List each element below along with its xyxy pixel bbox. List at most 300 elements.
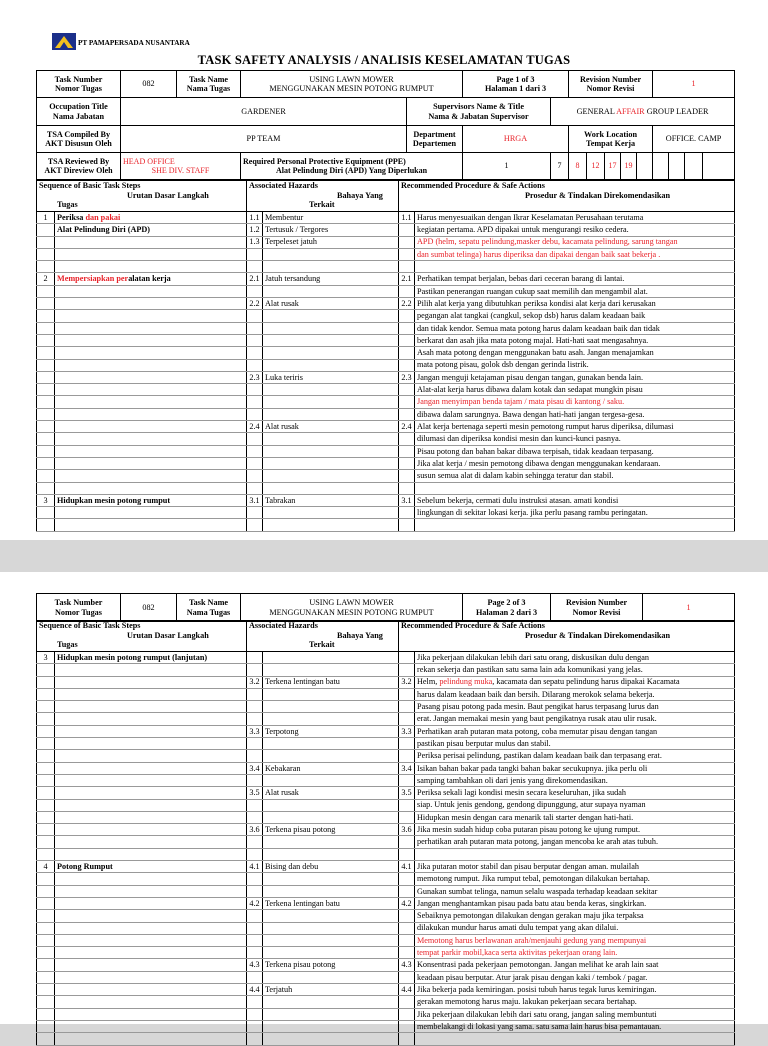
table-row — [37, 212, 735, 224]
step-number — [37, 922, 55, 934]
hazard-number — [247, 322, 263, 334]
hazard-number — [247, 384, 263, 396]
step-text — [55, 984, 247, 996]
ppe-code: 1 — [463, 153, 551, 180]
revision-value: 1 — [686, 602, 691, 612]
company-name: PT PAMAPERSADA NUSANTARA — [78, 39, 190, 47]
hazard-text: Bising dan debu — [263, 861, 399, 873]
procedure-number — [399, 885, 415, 897]
hazard-text — [263, 713, 399, 725]
step-text-segment: dan pakai — [85, 212, 121, 222]
hazard-number: 4.2 — [247, 897, 263, 909]
task-name-label: Task Name — [188, 598, 229, 607]
table-row — [37, 408, 735, 420]
procedure-number — [399, 457, 415, 469]
step-text — [55, 310, 247, 322]
step-text — [55, 713, 247, 725]
procedure-text — [415, 897, 735, 909]
table-row — [37, 897, 735, 909]
procedure-text — [415, 519, 735, 531]
ppe-code: 12 — [587, 153, 605, 180]
procedure-text-segment: kegiatan pertama. APD dipakai untuk mengurangi resiko cedera. — [417, 225, 629, 235]
step-text-segment: Mempersiapkan per — [57, 274, 129, 284]
procedure-text-segment: keadaan pisau berputar. Atur jarak pisau dengan kaki / tembok / pagar. — [417, 972, 648, 982]
procedure-number: 2.3 — [399, 371, 415, 383]
procedure-text — [415, 652, 735, 664]
hazard-number — [247, 1008, 263, 1020]
procedure-text-segment: Memotong harus berlawanan arah/menjauhi gedung yang mempunyai — [417, 935, 647, 945]
procedure-number: 3.2 — [399, 676, 415, 688]
step-text — [55, 224, 247, 236]
step-number — [37, 507, 55, 519]
hazard-text — [263, 1033, 399, 1045]
procedure-number — [399, 445, 415, 457]
procedure-number: 4.1 — [399, 861, 415, 873]
procedure-text-segment: perhatikan arah putaran mata potong, jangan mencoba ke arah atas tubuh. — [417, 837, 658, 847]
hazards-header-id: Bahaya Yang — [337, 630, 383, 640]
hazard-text: Terjatuh — [263, 984, 399, 996]
procedure-text-segment: dan tidak kendor. Semua mata potong harus dalam keadaan baik dan tidak — [417, 323, 660, 333]
procedure-text — [415, 959, 735, 971]
table-row — [37, 334, 735, 346]
step-text — [55, 396, 247, 408]
table-row — [37, 984, 735, 996]
step-number — [37, 934, 55, 946]
task-name-label-id: Nama Tugas — [186, 607, 231, 617]
table-row — [37, 725, 735, 737]
step-text — [55, 285, 247, 297]
step-text — [55, 676, 247, 688]
procedure-text-segment: pastikan pisau berputar mulus dan stabil. — [417, 738, 551, 748]
hazard-number — [247, 470, 263, 482]
procedure-text — [415, 433, 735, 445]
step-text-segment: Hidupkan mesin potong rumput (lanjutan) — [57, 652, 208, 662]
procedure-number: 2.2 — [399, 298, 415, 310]
hazard-text — [263, 396, 399, 408]
hazard-text — [263, 248, 399, 260]
procedure-number — [399, 922, 415, 934]
procedure-text — [415, 664, 735, 676]
procedure-number — [399, 236, 415, 248]
steps-header: Sequence of Basic Task Steps — [39, 621, 141, 630]
hazard-number: 3.5 — [247, 787, 263, 799]
hazard-number — [247, 359, 263, 371]
procedure-text — [415, 688, 735, 700]
procedure-number — [399, 848, 415, 860]
procedure-text — [415, 285, 735, 297]
hazards-header: Associated Hazards — [249, 621, 318, 630]
procedure-text-segment: Alat-alat kerja harus dibawa dalam kotak dan sedapat mungkin pisau — [417, 385, 643, 395]
hazard-text — [263, 738, 399, 750]
step-text — [55, 738, 247, 750]
table-row — [37, 799, 735, 811]
step-number — [37, 848, 55, 860]
procedure-text-segment: dilumasi dan diperiksa kondisi mesin dan kunci-kunci pasnya. — [417, 434, 621, 444]
table-row — [37, 457, 735, 469]
table-row — [37, 433, 735, 445]
reviewed-value-1: HEAD OFFICE — [123, 156, 175, 166]
table-row — [37, 922, 735, 934]
step-text — [55, 652, 247, 664]
step-text — [55, 421, 247, 433]
procedure-number — [399, 1033, 415, 1045]
procedure-text — [415, 384, 735, 396]
procedure-text — [415, 236, 735, 248]
hazard-number: 3.2 — [247, 676, 263, 688]
step-text — [55, 762, 247, 774]
step-number — [37, 959, 55, 971]
procedure-number: 3.4 — [399, 762, 415, 774]
procedure-text — [415, 947, 735, 959]
step-text — [55, 873, 247, 885]
procedure-number — [399, 664, 415, 676]
table-row — [37, 713, 735, 725]
procedure-number — [399, 738, 415, 750]
step-text — [55, 457, 247, 469]
page-indicator: Page 1 of 3 — [496, 74, 535, 84]
task-name-label-id: Nama Tugas — [186, 84, 231, 93]
occupation-label-id: Nama Jabatan — [52, 111, 105, 121]
procedure-text-segment: Jangan menyimpan benda tajam / mata pisau di kantong / saku. — [417, 397, 625, 407]
procedure-text — [415, 457, 735, 469]
hazard-text: Terpeleset jatuh — [263, 236, 399, 248]
step-number — [37, 261, 55, 273]
hazard-text — [263, 701, 399, 713]
step-number — [37, 248, 55, 260]
hazard-text — [263, 934, 399, 946]
step-number — [37, 359, 55, 371]
hazards-header-id2: Terkait — [309, 200, 335, 209]
step-number — [37, 984, 55, 996]
hazard-number — [247, 310, 263, 322]
table-row — [37, 1008, 735, 1020]
step-number — [37, 897, 55, 909]
hazard-text — [263, 774, 399, 786]
procedures-header: Recommended Procedure & Safe Actions — [401, 181, 545, 190]
procedure-text-segment: Pastikan penerangan ruangan cukup saat memilih dan mengambil alat. — [417, 286, 648, 296]
step-number — [37, 688, 55, 700]
table-row — [37, 384, 735, 396]
step-text — [55, 910, 247, 922]
procedure-number — [399, 688, 415, 700]
page-2 — [0, 572, 768, 1031]
occupation-label: Occupation Title — [49, 102, 108, 111]
procedure-text-segment: APD (helm, sepatu pelindung,masker debu, kacamata pelindung, sarung tangan — [417, 237, 678, 247]
step-text — [55, 836, 247, 848]
hazard-text — [263, 285, 399, 297]
task-name-label: Task Name — [188, 74, 229, 84]
hazard-text — [263, 347, 399, 359]
procedure-text-segment: lingkungan di sekitar lokasi kerja. jika perlu pasang rambu peringatan. — [417, 508, 648, 518]
step-text — [55, 959, 247, 971]
procedure-number — [399, 996, 415, 1008]
procedure-number — [399, 652, 415, 664]
hazard-text — [263, 334, 399, 346]
table-row — [37, 738, 735, 750]
rows2 — [37, 652, 735, 1046]
procedure-text — [415, 984, 735, 996]
supervisor-a: GENERAL — [576, 106, 617, 116]
hazard-text — [263, 322, 399, 334]
hazard-text: Tabrakan — [263, 494, 399, 506]
step-text — [55, 334, 247, 346]
procedure-number — [399, 774, 415, 786]
hazard-text — [263, 873, 399, 885]
hazard-text — [263, 885, 399, 897]
step-text-segment: Alat Pelindung Diri (APD) — [57, 225, 151, 235]
hazard-text — [263, 910, 399, 922]
hazard-text — [263, 1008, 399, 1020]
ppe-label-id: Alat Pelindung Diri (APD) Yang Diperlukan — [275, 166, 428, 175]
procedure-number: 4.3 — [399, 959, 415, 971]
hazard-number: 3.6 — [247, 824, 263, 836]
procedure-number — [399, 713, 415, 725]
step-number: 1 — [37, 212, 55, 224]
procedure-text — [415, 261, 735, 273]
table-row — [37, 494, 735, 506]
step-number — [37, 470, 55, 482]
procedure-text — [415, 971, 735, 983]
table-row — [37, 445, 735, 457]
procedure-text — [415, 873, 735, 885]
step-text — [55, 445, 247, 457]
procedure-number — [399, 248, 415, 260]
step-number — [37, 787, 55, 799]
hazard-number: 2.1 — [247, 273, 263, 285]
procedure-text-segment: susun semua alat di dalam kabin sehingga teratur dan stabil. — [417, 471, 614, 481]
procedure-text — [415, 774, 735, 786]
procedure-number — [399, 396, 415, 408]
step-number — [37, 482, 55, 494]
hazard-text — [263, 664, 399, 676]
hazard-number — [247, 1033, 263, 1045]
step-number: 3 — [37, 652, 55, 664]
procedure-text-segment: Pisau potong dan bahan bakar dibawa terpisah, tidak keadaan terpasang. — [417, 446, 654, 456]
procedure-text — [415, 861, 735, 873]
ppe-empty — [685, 153, 703, 180]
procedure-text-segment: Harus menyesuaikan dengan Ikrar Keselamatan Perusahaan terutama — [417, 212, 644, 222]
hazard-number — [247, 347, 263, 359]
procedure-text — [415, 396, 735, 408]
task-name: USING LAWN MOWER — [309, 598, 394, 607]
step-text — [55, 384, 247, 396]
table-row — [37, 322, 735, 334]
hazard-number: 1.1 — [247, 212, 263, 224]
hazard-number — [247, 799, 263, 811]
step-text — [55, 519, 247, 531]
step-text — [55, 371, 247, 383]
procedure-text-segment: Pilih alat kerja yang dibutuhkan periksa kondisi alat kerja dari kerusakan — [417, 298, 656, 308]
table-row — [37, 236, 735, 248]
hazards-header-id2: Terkait — [309, 640, 335, 649]
hazard-number — [247, 971, 263, 983]
location-value: OFFICE. CAMP — [653, 126, 735, 153]
step-number — [37, 457, 55, 469]
halaman-indicator: Halaman 2 dari 3 — [475, 607, 538, 617]
procedure-number: 2.1 — [399, 273, 415, 285]
step-text — [55, 1033, 247, 1045]
procedure-text-segment: memotong rumput. Jika rumput tebal, pemotongan dilakukan bertahap. — [417, 874, 650, 884]
procedure-text-segment: Sebelum bekerja, cermati dulu instruksi atasan. amati kondisi — [417, 495, 619, 505]
step-number — [37, 519, 55, 531]
procedure-number — [399, 971, 415, 983]
procedure-text — [415, 848, 735, 860]
step-number — [37, 774, 55, 786]
step-text-segment: Periksa — [57, 212, 86, 222]
step-text — [55, 947, 247, 959]
step-text — [55, 688, 247, 700]
step-number — [37, 384, 55, 396]
hazard-text — [263, 799, 399, 811]
hazard-number — [247, 507, 263, 519]
hazard-number — [247, 652, 263, 664]
table-row — [37, 934, 735, 946]
hazard-text: Alat rusak — [263, 787, 399, 799]
revision-label: Revision Number — [565, 598, 628, 607]
hazard-number — [247, 433, 263, 445]
table-row — [37, 224, 735, 236]
task-number-value: 082 — [121, 594, 177, 622]
step-number — [37, 310, 55, 322]
step-number — [37, 947, 55, 959]
hazard-text — [263, 922, 399, 934]
hazard-number — [247, 934, 263, 946]
table-row — [37, 996, 735, 1008]
table-row — [37, 947, 735, 959]
table-row — [37, 371, 735, 383]
hazard-number — [247, 774, 263, 786]
hazard-number — [247, 738, 263, 750]
table-row — [37, 1020, 735, 1032]
procedure-number — [399, 347, 415, 359]
hazard-number: 1.2 — [247, 224, 263, 236]
step-number — [37, 433, 55, 445]
procedure-text — [415, 1033, 735, 1045]
step-number: 3 — [37, 494, 55, 506]
hazard-text: Terkena lentingan batu — [263, 676, 399, 688]
task-number-label-id: Nomor Tugas — [55, 607, 102, 617]
table-row — [37, 273, 735, 285]
hazard-text — [263, 359, 399, 371]
step-number — [37, 322, 55, 334]
hazard-number — [247, 519, 263, 531]
hazard-text: Alat rusak — [263, 421, 399, 433]
procedure-text — [415, 934, 735, 946]
table-row — [37, 519, 735, 531]
procedure-number — [399, 910, 415, 922]
table-row — [37, 507, 735, 519]
table-row — [37, 959, 735, 971]
procedure-number — [399, 750, 415, 762]
task-number-value: 082 — [121, 71, 177, 98]
procedure-number — [399, 285, 415, 297]
location-label: Work Location — [584, 129, 638, 139]
steps-header: Sequence of Basic Task Steps — [39, 181, 141, 190]
step-number — [37, 371, 55, 383]
hazard-text — [263, 445, 399, 457]
hazard-number: 3.1 — [247, 494, 263, 506]
table-row — [37, 873, 735, 885]
procedure-text-segment: Jangan menguji ketajaman pisau dengan tangan, gunakan benda lain. — [417, 372, 644, 382]
procedure-text-segment: Konsentrasi pada pekerjaan pemotongan. Jangan melihat ke arah lain saat — [417, 960, 659, 970]
step-text-segment: Hidupkan mesin potong rumput — [57, 495, 171, 505]
ppe-label: Required Personal Protective Equipment (PPE) — [243, 156, 406, 166]
procedure-text-segment: Jika putaran motor stabil dan pisau berputar dengan aman. mulailah — [417, 861, 639, 871]
supervisor-label-id: Nama & Jabatan Supervisor — [428, 111, 529, 121]
company-logo-icon — [52, 33, 76, 50]
procedure-text-segment: Jika alat kerja / mesin pemotong dibawa dengan menggunakan kendaraan. — [417, 458, 661, 468]
procedure-number: 2.4 — [399, 421, 415, 433]
step-number — [37, 738, 55, 750]
supervisor-b: AFFAIR — [616, 106, 645, 116]
procedure-text — [415, 494, 735, 506]
step-text — [55, 507, 247, 519]
table-row — [37, 664, 735, 676]
hazard-text: Terkena pisau potong — [263, 824, 399, 836]
procedure-text — [415, 996, 735, 1008]
step-text — [55, 1008, 247, 1020]
hazard-text: Tertusuk / Tergores — [263, 224, 399, 236]
hazard-number: 1.3 — [247, 236, 263, 248]
step-number: 2 — [37, 273, 55, 285]
hazard-number — [247, 713, 263, 725]
procedure-text — [415, 787, 735, 799]
step-text-segment: Potong Rumput — [57, 861, 113, 871]
hazard-number — [247, 885, 263, 897]
occupation-value: GARDENER — [121, 98, 407, 126]
table-row — [37, 359, 735, 371]
table-row — [37, 261, 735, 273]
procedure-number — [399, 359, 415, 371]
procedure-number — [399, 811, 415, 823]
step-text — [55, 261, 247, 273]
hazard-number — [247, 285, 263, 297]
procedure-text — [415, 701, 735, 713]
procedure-text — [415, 738, 735, 750]
procedure-text — [415, 212, 735, 224]
step-text — [55, 701, 247, 713]
steps-header-id2: Tugas — [57, 200, 78, 209]
procedure-text-segment: Periksa perisai pelindung, pastikan dalam keadaan baik dan terpasang erat. — [417, 751, 662, 761]
procedure-text-segment: harus dalam keadaan baik dan bersih. Dilarang merokok selama bekerja. — [417, 689, 655, 699]
hazard-number: 4.4 — [247, 984, 263, 996]
step-number — [37, 836, 55, 848]
procedures-header-id: Prosedur & Tindakan Direkomendasikan — [525, 190, 671, 200]
procedure-number: 3.1 — [399, 494, 415, 506]
step-text — [55, 799, 247, 811]
procedure-text — [415, 248, 735, 260]
step-text — [55, 861, 247, 873]
table-row — [37, 836, 735, 848]
table-row — [37, 310, 735, 322]
hazard-number — [247, 701, 263, 713]
procedure-text — [415, 836, 735, 848]
step-number — [37, 701, 55, 713]
procedure-number: 4.2 — [399, 897, 415, 909]
department-label: Department — [413, 129, 456, 139]
step-number — [37, 1020, 55, 1032]
procedure-number — [399, 947, 415, 959]
procedure-text — [415, 224, 735, 236]
step-text — [55, 996, 247, 1008]
procedure-text — [415, 359, 735, 371]
procedure-number: 3.5 — [399, 787, 415, 799]
procedure-text — [415, 910, 735, 922]
revision-label: Revision Number — [579, 74, 642, 84]
procedure-number — [399, 1008, 415, 1020]
procedure-text-segment: Jika mesin sudah hidup coba putaran pisau potong ke ujung rumput. — [417, 825, 641, 835]
hazard-text — [263, 507, 399, 519]
